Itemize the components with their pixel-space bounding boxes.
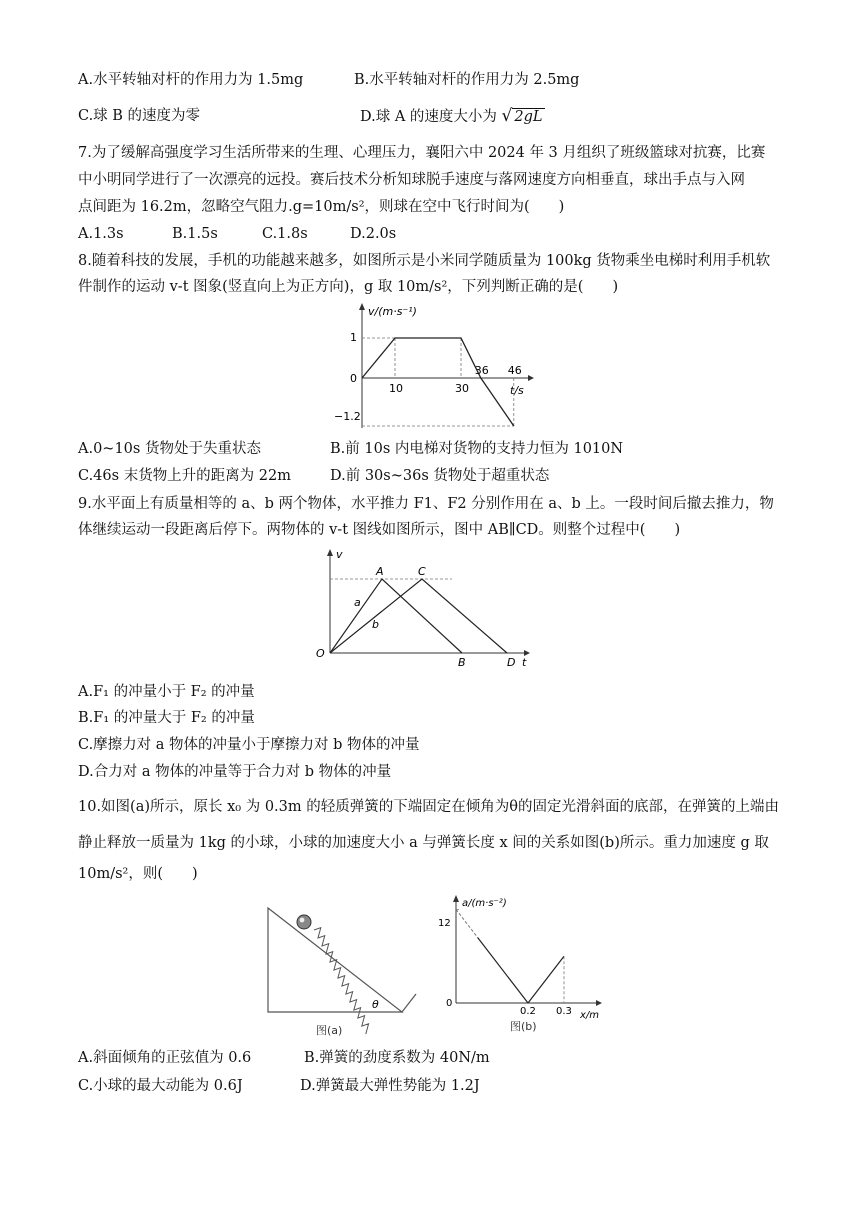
sqrt-symbol: √	[501, 106, 513, 126]
q8-y-tick-1: 1	[350, 331, 357, 344]
q9-option-a: A.F₁ 的冲量小于 F₂ 的冲量	[78, 684, 255, 700]
q9-point-b: B	[458, 656, 466, 669]
q10-x-label: x/m	[580, 1010, 600, 1021]
q10-x-tick-03: 0.3	[556, 1006, 572, 1017]
q8-option-d: D.前 30s~36s 货物处于超重状态	[330, 468, 550, 484]
q8-x-tick-46: 46	[507, 364, 522, 377]
q9-line-2: 体继续运动一段距离后停下。两物体的 v-t 图线如图所示，图中 AB∥CD。则整个过程中( )	[78, 522, 681, 538]
q7-option-c: C.1.8s	[262, 226, 308, 242]
figure-a-caption: 图(a)	[316, 1024, 343, 1037]
q8-y-tick-0: 0	[350, 372, 357, 385]
ball	[297, 915, 311, 929]
q8-x-tick-10: 10	[389, 382, 403, 395]
q10-x-tick-02: 0.2	[520, 1006, 536, 1017]
q8-x-tick-30: 30	[455, 382, 469, 395]
sqrt-radicand: 2gL	[514, 109, 543, 125]
q8-line-2: 件制作的运动 v-t 图象(竖直向上为正方向)，g 取 10m/s²，下列判断正确的是( )	[78, 279, 619, 295]
q7-line-2: 中小明同学进行了一次漂亮的远投。赛后技术分析知球脱手速度与落网速度方向相垂直，球出手点与入网	[78, 172, 745, 188]
q7-line-1: 7.为了缓解高强度学习生活所带来的生理、心理压力，襄阳六中 2024 年 3 月组织了班级篮球对抗赛，比赛	[78, 145, 766, 161]
q6-option-d-text: D.球 A 的速度大小为	[360, 109, 497, 125]
q7-option-b: B.1.5s	[172, 226, 218, 242]
q8-y-arrow	[359, 303, 365, 310]
q8-vt-chart	[330, 302, 535, 432]
q8-x-label: t/s	[510, 384, 524, 397]
q9-point-a: A	[376, 565, 384, 578]
q10-option-b: B.弹簧的劲度系数为 40N/m	[304, 1050, 490, 1066]
q10-option-d: D.弹簧最大弹性势能为 1.2J	[300, 1078, 480, 1094]
q9-x-label: t	[522, 656, 527, 669]
q9-point-o: O	[316, 647, 325, 660]
q9-series-b-label: b	[372, 618, 379, 631]
q8-line-1: 8.随着科技的发展，手机的功能越来越多，如图所示是小米同学随质量为 100kg 货物乘坐电梯时利用手机软	[78, 253, 771, 269]
q10-y-label: a/(m·s⁻²)	[462, 898, 507, 909]
q6-option-b: B.水平转轴对杆的作用力为 2.5mg	[354, 72, 580, 88]
q7-line-3: 点间距为 16.2m，忽略空气阻力.g=10m/s²，则球在空中飞行时间为( )	[78, 199, 565, 215]
q8-option-c: C.46s 末货物上升的距离为 22m	[78, 468, 291, 484]
q10-figure-a	[262, 900, 424, 1040]
q9-y-arrow	[327, 549, 333, 556]
q10-line-2: 静止释放一质量为 1kg 的小球，小球的加速度大小 a 与弹簧长度 x 间的关系如图(b)所示。重力加速度 g 取	[78, 835, 769, 851]
q8-x-tick-36: 36	[474, 364, 489, 377]
q10-figure-b	[420, 890, 610, 1036]
q10-line-3: 10m/s²，则( )	[78, 866, 198, 882]
q9-vt-chart	[312, 546, 534, 672]
q6-option-d	[360, 106, 545, 127]
q9-option-d: D.合力对 a 物体的冲量等于合力对 b 物体的冲量	[78, 764, 392, 780]
q7-option-a: A.1.3s	[78, 226, 124, 242]
ball-highlight	[300, 918, 305, 923]
figure-b-caption: 图(b)	[510, 1020, 537, 1033]
incline-stop	[402, 994, 416, 1012]
q9-series-a-label: a	[354, 596, 361, 609]
q10-solid-segment-up	[528, 956, 564, 1003]
q8-option-b: B.前 10s 内电梯对货物的支持力恒为 1010N	[330, 441, 624, 457]
q6-option-c: C.球 B 的速度为零	[78, 108, 201, 124]
q9-line-1: 9.水平面上有质量相等的 a、b 两个物体，水平推力 F1、F2 分别作用在 a、b 上。一段时间后撤去推力，物	[78, 496, 774, 512]
q9-point-d: D	[507, 656, 516, 669]
q8-option-a: A.0~10s 货物处于失重状态	[78, 441, 261, 457]
q9-y-label: v	[336, 548, 343, 561]
q9-line-a	[330, 579, 462, 653]
q10-dashed-segment	[456, 909, 478, 937]
q10-x-arrow	[596, 1000, 602, 1006]
q8-series-line	[362, 338, 514, 426]
q8-y-label: v/(m·s⁻¹)	[368, 305, 417, 318]
q9-option-c: C.摩擦力对 a 物体的冲量小于摩擦力对 b 物体的冲量	[78, 737, 420, 753]
q10-line-1: 10.如图(a)所示，原长 x₀ 为 0.3m 的轻质弹簧的下端固定在倾角为θ的固定光滑斜面的底部，在弹簧的上端由	[78, 799, 779, 815]
q10-solid-segment-down	[478, 937, 528, 1003]
q8-y-tick-neg: −1.2	[334, 410, 361, 423]
q9-option-b: B.F₁ 的冲量大于 F₂ 的冲量	[78, 710, 255, 726]
q10-y-tick-0: 0	[446, 998, 453, 1009]
q8-x-arrow	[528, 375, 534, 381]
q9-point-c: C	[418, 565, 426, 578]
q10-y-tick-12: 12	[438, 918, 451, 929]
q10-option-c: C.小球的最大动能为 0.6J	[78, 1078, 243, 1094]
angle-theta: θ	[372, 998, 379, 1011]
q7-option-d: D.2.0s	[350, 226, 397, 242]
q10-option-a: A.斜面倾角的正弦值为 0.6	[78, 1050, 252, 1066]
q6-option-a: A.水平转轴对杆的作用力为 1.5mg	[78, 72, 304, 88]
q10-y-arrow	[453, 895, 459, 902]
